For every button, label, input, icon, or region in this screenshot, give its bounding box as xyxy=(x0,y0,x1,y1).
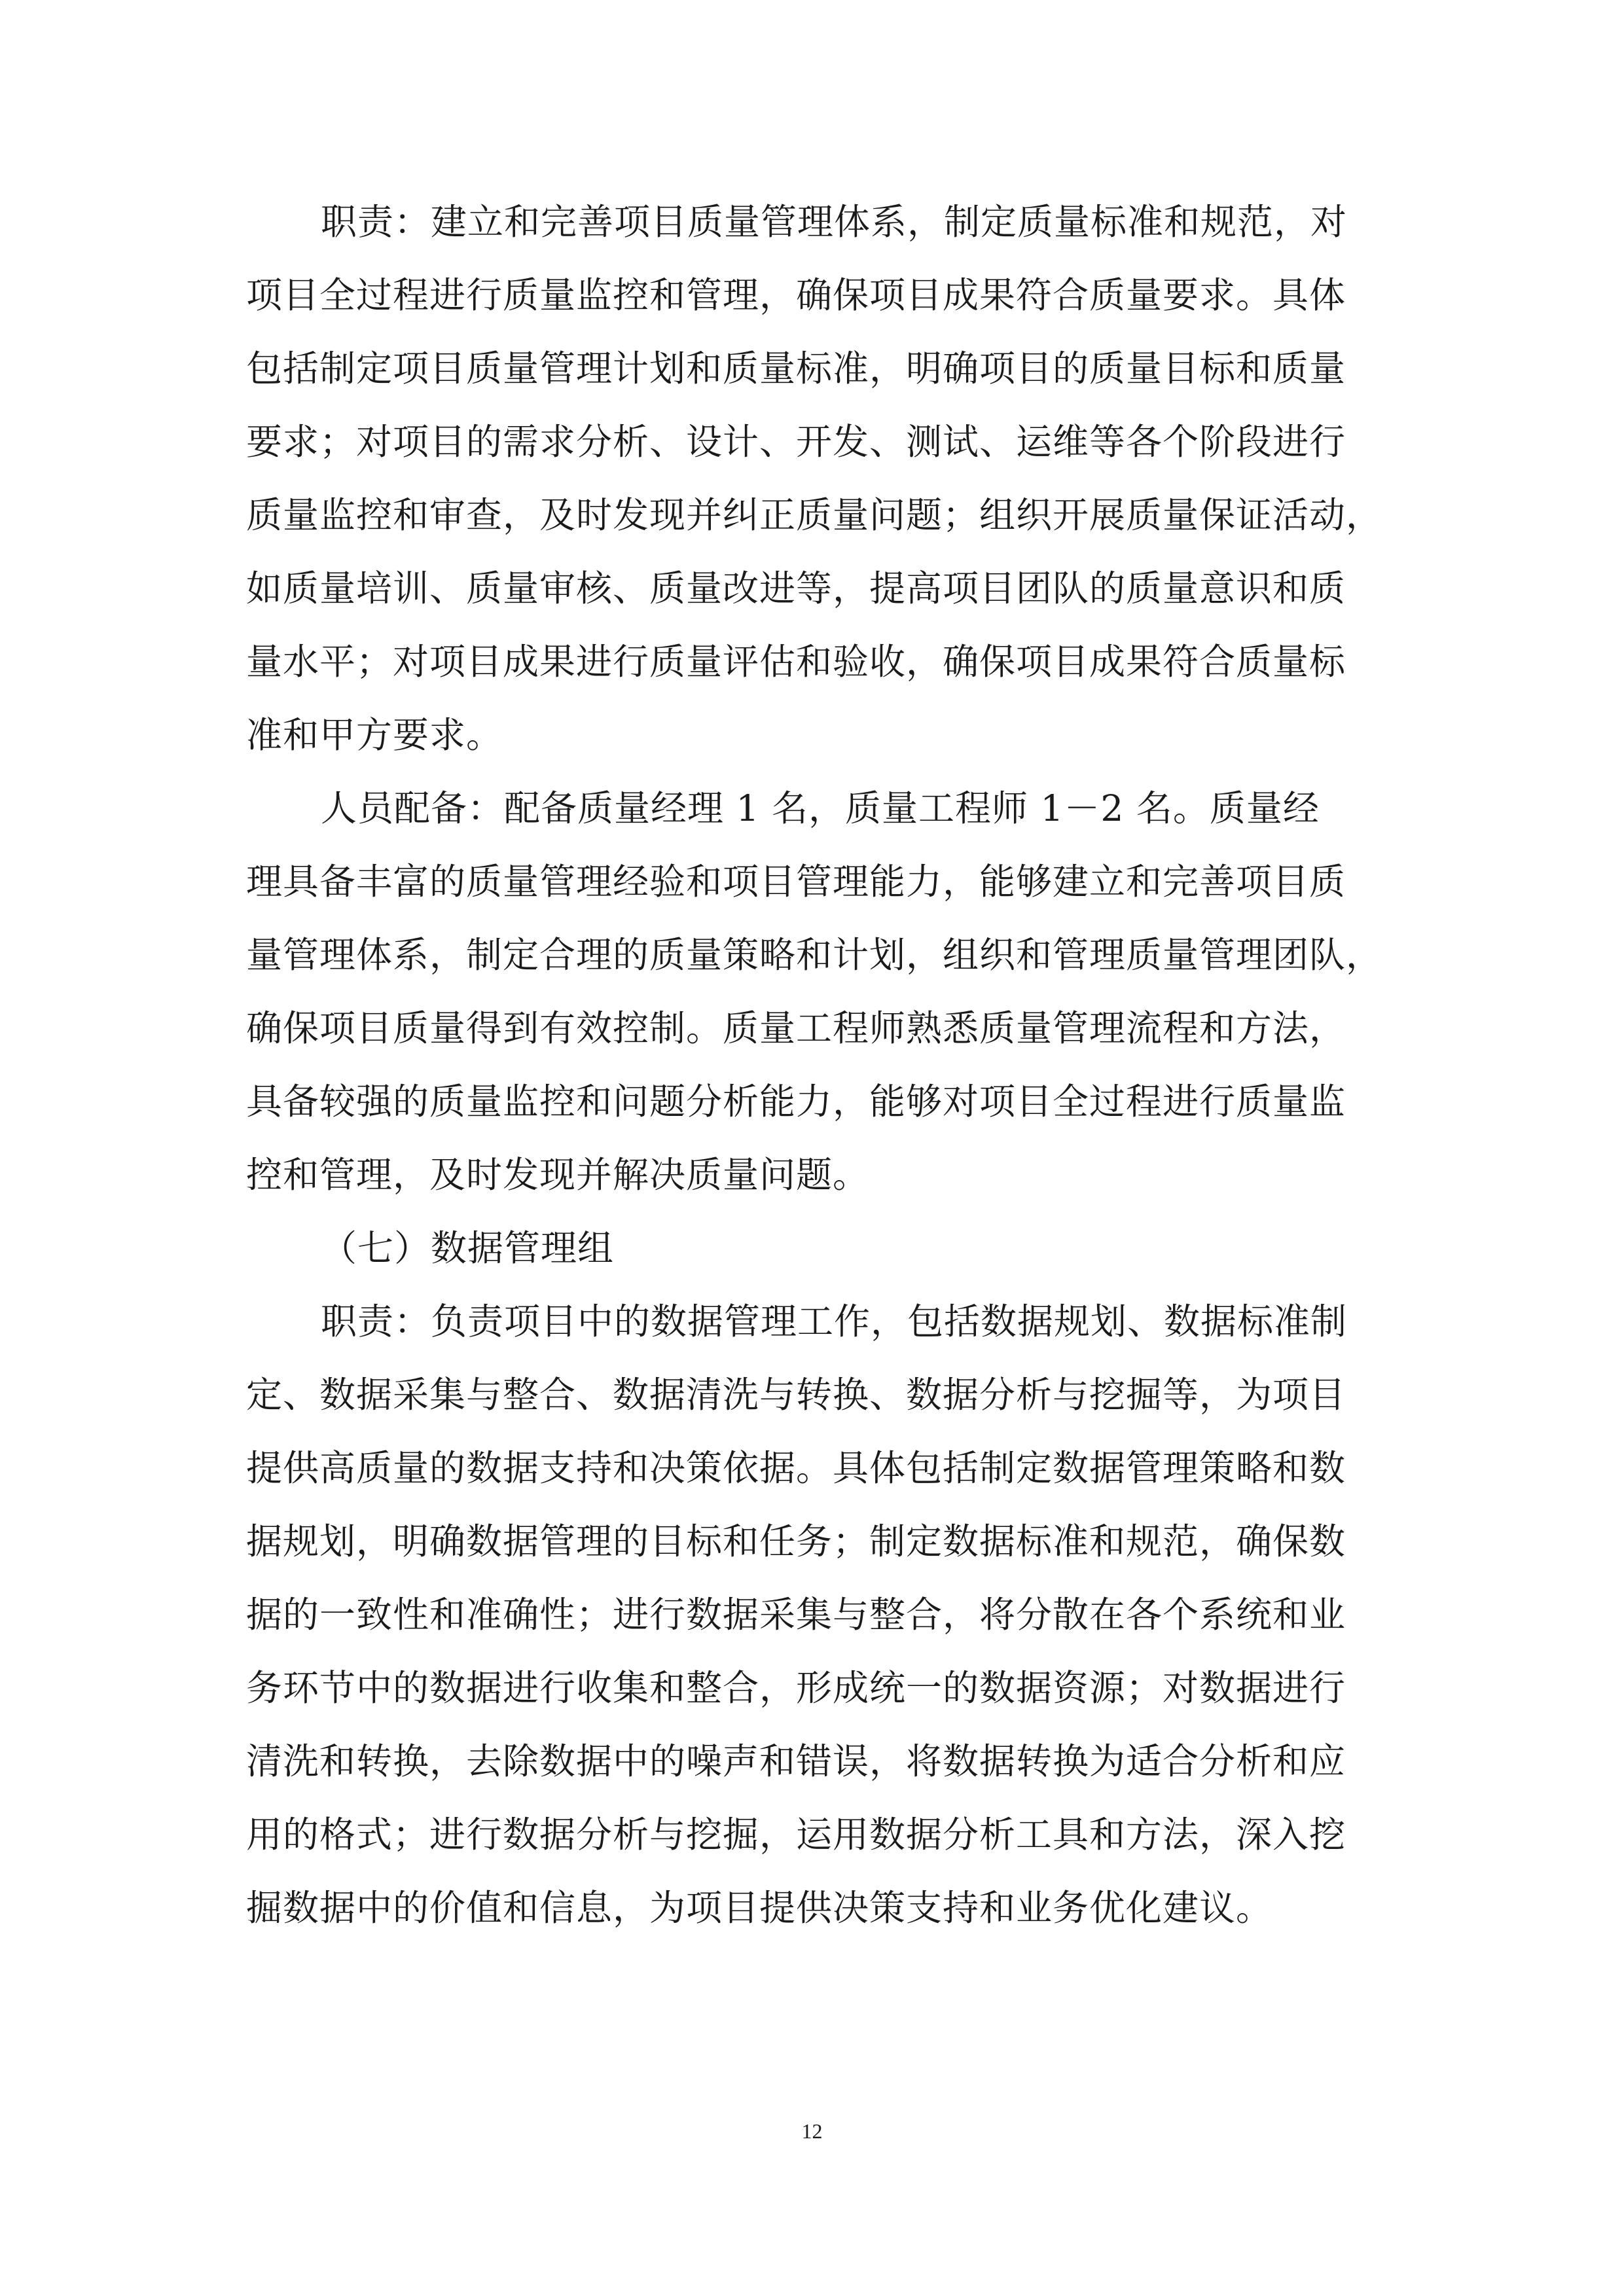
text-line: 据规划，明确数据管理的目标和任务；制定数据标准和规范，确保数 xyxy=(246,1520,1346,1562)
text-line: 人员配备：配备质量经理 1 名，质量工程师 1－2 名。质量经 xyxy=(321,787,1320,829)
text-line: 务环节中的数据进行收集和整合，形成统一的数据资源；对数据进行 xyxy=(246,1667,1346,1709)
text-line: 据的一致性和准确性；进行数据采集与整合，将分散在各个系统和业 xyxy=(246,1594,1346,1636)
text-line: 量水平；对项目成果进行质量评估和验收，确保项目成果符合质量标 xyxy=(246,641,1346,683)
text-line: 项目全过程进行质量监控和管理，确保项目成果符合质量要求。具体 xyxy=(246,274,1346,316)
text-line: 提供高质量的数据支持和决策依据。具体包括制定数据管理策略和数 xyxy=(246,1447,1346,1489)
text-line: 包括制定项目质量管理计划和质量标准，明确项目的质量目标和质量 xyxy=(246,348,1346,389)
text-line: 准和甲方要求。 xyxy=(246,714,503,756)
text-line: 质量监控和审查，及时发现并纠正质量问题；组织开展质量保证活动， xyxy=(246,494,1383,536)
text-line: 具备较强的质量监控和问题分析能力，能够对项目全过程进行质量监 xyxy=(246,1081,1346,1122)
page-number: 12 xyxy=(801,2119,823,2143)
text-line: 职责：负责项目中的数据管理工作，包括数据规划、数据标准制 xyxy=(321,1300,1348,1342)
text-line: 如质量培训、质量审核、质量改进等，提高项目团队的质量意识和质 xyxy=(246,567,1346,609)
text-line: 职责：建立和完善项目质量管理体系，制定质量标准和规范，对 xyxy=(321,201,1348,243)
text-line: 掘数据中的价值和信息，为项目提供决策支持和业务优化建议。 xyxy=(246,1887,1273,1929)
text-line: 要求；对项目的需求分析、设计、开发、测试、运维等各个阶段进行 xyxy=(246,421,1346,463)
text-line: 用的格式；进行数据分析与挖掘，运用数据分析工具和方法，深入挖 xyxy=(246,1814,1346,1856)
text-line: 清洗和转换，去除数据中的噪声和错误，将数据转换为适合分析和应 xyxy=(246,1740,1346,1782)
text-line: 量管理体系，制定合理的质量策略和计划，组织和管理质量管理团队， xyxy=(246,934,1383,976)
text-line: 控和管理，及时发现并解决质量问题。 xyxy=(246,1154,870,1196)
section-heading: （七）数据管理组 xyxy=(321,1227,615,1269)
text-line: 理具备丰富的质量管理经验和项目管理能力，能够建立和完善项目质 xyxy=(246,861,1346,903)
text-line: 确保项目质量得到有效控制。质量工程师熟悉质量管理流程和方法， xyxy=(246,1007,1346,1049)
text-line: 定、数据采集与整合、数据清洗与转换、数据分析与挖掘等，为项目 xyxy=(246,1374,1346,1416)
